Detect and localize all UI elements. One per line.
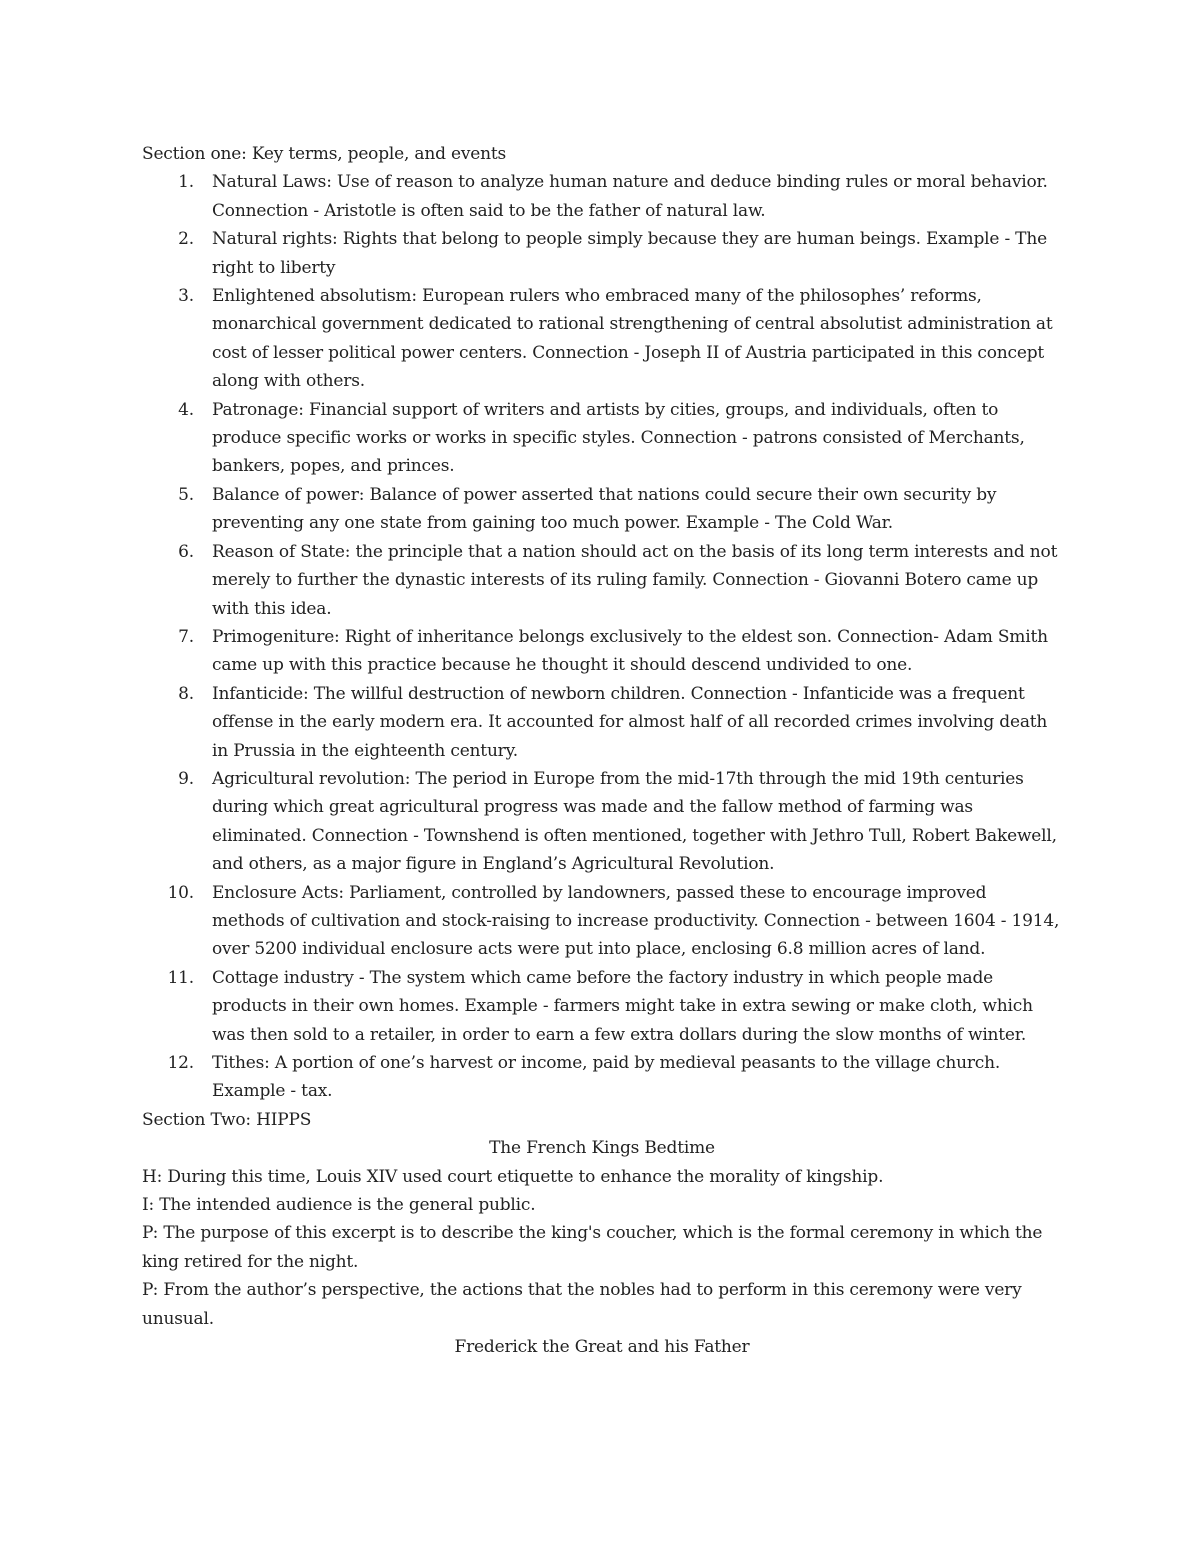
item-number: 10. — [167, 882, 194, 903]
document-title-frederick-the-great: Frederick the Great and his Father — [454, 1337, 750, 1358]
item-text: Reason of State: the principle that a nation should act on the basis of its long term interests and not merely to further the dynastic interests of its ruling family. Connection - Giovanni Botero came up with this idea. — [212, 541, 1058, 619]
item-text: Enlightened absolutism: European rulers who embraced many of the philosophes’ reforms, monarchical government dedicated to rational strengthening of central absolutist administration at cost of lesser political power centers. Connection - Joseph II of Austria participated in this concept along with others. — [212, 286, 1053, 392]
list-item — [142, 225, 1062, 282]
item-text: Infanticide: The willful destruction of newborn children. Connection - Infanticide was a frequent offense in the early modern era. It accounted for almost half of all recorded crimes involving death in Prussia in the eighteenth century. — [212, 683, 1048, 761]
item-text: Balance of power: Balance of power asserted that nations could secure their own security by preventing any one state from gaining too much power. Example - The Cold War. — [212, 484, 997, 534]
list-item — [142, 1049, 1062, 1106]
hipps-purpose: P: The purpose of this excerpt is to describe the king's coucher, which is the formal ceremony in which the king retired for the night. — [142, 1223, 1048, 1272]
item-number: 8. — [178, 683, 194, 704]
item-number: 4. — [178, 399, 194, 420]
list-item — [142, 282, 1062, 396]
item-text: Natural Laws: Use of reason to analyze human nature and deduce binding rules or moral behavior. Connection - Aristotle is often said to be the father of natural law. — [212, 172, 1048, 221]
item-number: 1. — [178, 172, 194, 193]
item-text: Enclosure Acts: Parliament, controlled by landowners, passed these to encourage improved methods of cultivation and stock-raising to increase productivity. Connection - between 1604 - 1914, over 5200 individual enclosure acts were put into place, enclosing 6.8 million acres of land. — [212, 882, 1060, 960]
item-text: Natural rights: Rights that belong to people simply because they are human beings. Example - The right to liberty — [212, 229, 1047, 278]
document-title-french-kings-bedtime: The French Kings Bedtime — [489, 1138, 715, 1159]
item-number: 11. — [167, 967, 194, 988]
item-number: 5. — [178, 484, 194, 505]
list-item — [142, 623, 1062, 680]
item-number: 12. — [167, 1053, 194, 1073]
item-number: 9. — [178, 768, 194, 789]
item-text: Patronage: Financial support of writers and artists by cities, groups, and individuals, often to produce specific works or works in specific styles. Connection - patrons consisted of Merchants, bankers, popes, and princes. — [212, 399, 1025, 477]
item-text: Agricultural revolution: The period in Europe from the mid-17th through the mid 19th centuries during which great agricultural progress was made and the fallow method of farming was eliminated. Connection - Townshend is often mentioned, together with Jethro Tull, Robert Bakewell, and others, as a major figure in England’s Agricultural Revolution. — [212, 768, 1057, 875]
list-item — [142, 538, 1062, 623]
list-item — [142, 765, 1062, 879]
list-item — [142, 964, 1062, 1049]
hipps-point-of-view: P: From the author’s perspective, the actions that the nobles had to perform in this ceremony were very unusual. — [142, 1280, 1027, 1329]
item-text: Cottage industry - The system which came before the factory industry in which people made products in their own homes. Example - farmers might take in extra sewing or make cloth, which was then sold to a retailer, in order to earn a few extra dollars during the slow months of winter. — [212, 967, 1033, 1045]
hipps-historical-context: H: During this time, Louis XIV used court etiquette to enhance the morality of kingship. — [142, 1166, 884, 1187]
section-one-heading: Section one: Key terms, people, and events — [142, 144, 507, 164]
list-item — [142, 680, 1062, 765]
item-text: Primogeniture: Right of inheritance belongs exclusively to the eldest son. Connection- Adam Smith came up with this practice because he thought it should descend undivided to one. — [212, 626, 1048, 676]
document-body — [142, 140, 1062, 1361]
key-terms-list — [142, 168, 1062, 1105]
item-number: 3. — [178, 286, 194, 307]
list-item — [142, 481, 1062, 538]
list-item — [142, 168, 1062, 225]
hipps-intended-audience: I: The intended audience is the general public. — [142, 1195, 536, 1216]
item-number: 6. — [178, 541, 194, 562]
list-item — [142, 879, 1062, 964]
item-number: 7. — [178, 626, 194, 647]
item-number: 2. — [178, 229, 194, 250]
section-two-heading: Section Two: HIPPS — [142, 1109, 312, 1130]
item-text: Tithes: A portion of one’s harvest or income, paid by medieval peasants to the village church. Example - tax. — [212, 1053, 1001, 1102]
list-item — [142, 396, 1062, 481]
